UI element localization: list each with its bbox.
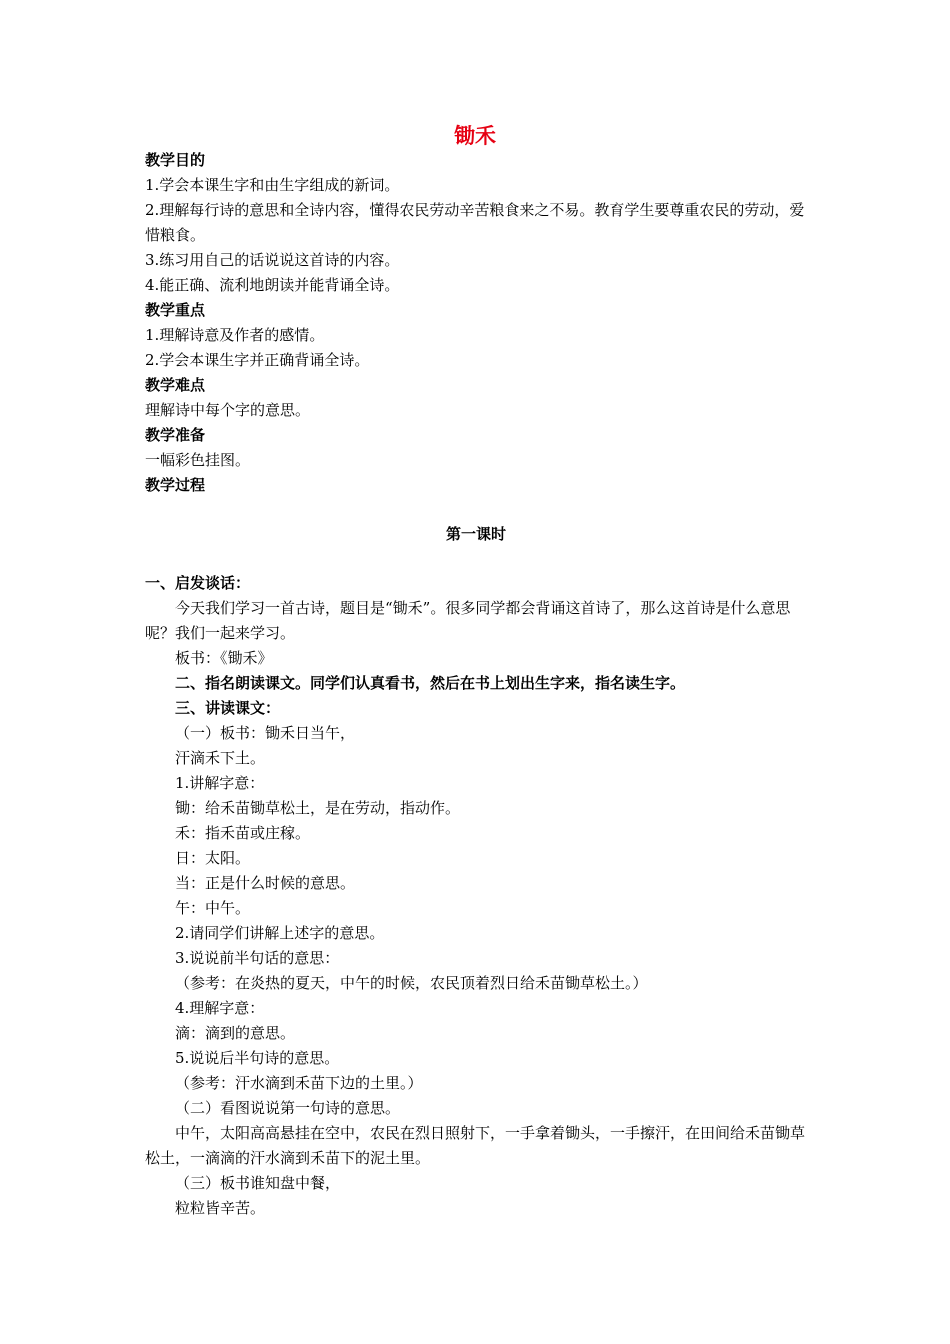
document-title: 锄禾 — [454, 124, 496, 148]
part1-paragraph: 今天我们学习一首古诗，题目是“锄禾”。很多同学都会背诵这首诗了，那么这首诗是什么意思呢？我们一起来学习。 — [145, 599, 791, 642]
process-heading: 教学过程 — [145, 476, 206, 494]
body-line: 日：太阳。 — [175, 849, 251, 867]
difficulty-text: 理解诗中每个字的意思。 — [145, 401, 311, 419]
difficulty-heading: 教学难点 — [145, 376, 206, 394]
body-line: （三）板书谁知盘中餐， — [175, 1174, 341, 1192]
body-line: （二）看图说说第一句诗的意思。 — [175, 1099, 401, 1117]
body-line: 5.说说后半句诗的意思。 — [175, 1049, 340, 1067]
part2-heading: 二、指名朗读课文。同学们认真看书，然后在书上划出生字来，指名读生字。 — [175, 674, 686, 692]
part1-heading: 一、启发谈话： — [145, 574, 251, 592]
body-line: （参考：在炎热的夏天，中午的时候，农民顶着烈日给禾苗锄草松土。） — [175, 974, 648, 992]
body-line: 当：正是什么时候的意思。 — [175, 874, 356, 892]
keypoint-item: 1.理解诗意及作者的感情。 — [145, 326, 325, 344]
prep-text: 一幅彩色挂图。 — [145, 451, 251, 469]
keypoints-heading: 教学重点 — [145, 301, 206, 319]
body-line: （参考：汗水滴到禾苗下边的土里。） — [175, 1074, 423, 1092]
document-body — [145, 148, 807, 1221]
body-line: 4.理解字意： — [175, 999, 265, 1017]
body-line: 粒粒皆辛苦。 — [175, 1199, 266, 1217]
keypoint-item: 2.学会本课生字并正确背诵全诗。 — [145, 351, 370, 369]
body-line: 2.请同学们讲解上述字的意思。 — [175, 924, 385, 942]
body-line: 3.说说前半句话的意思： — [175, 949, 340, 967]
body-line: 汗滴禾下土。 — [175, 749, 266, 767]
board-note: 板书：《锄禾》 — [175, 649, 273, 667]
picture-paragraph: 中午，太阳高高悬挂在空中，农民在烈日照射下，一手拿着锄头，一手擦汗，在田间给禾苗锄草松土，一滴滴的汗水滴到禾苗下的泥土里。 — [145, 1124, 806, 1167]
part3-heading: 三、讲读课文： — [175, 699, 281, 717]
body-line: 锄：给禾苗锄草松土，是在劳动，指动作。 — [175, 799, 461, 817]
body-line: 滴：滴到的意思。 — [175, 1024, 296, 1042]
goal-item: 2.理解每行诗的意思和全诗内容，懂得农民劳动辛苦粮食来之不易。教育学生要尊重农民的劳动，爱惜粮食。 — [145, 201, 805, 244]
body-line: （一）板书：锄禾日当午， — [175, 724, 356, 742]
lesson-title: 第一课时 — [445, 525, 506, 543]
prep-heading: 教学准备 — [145, 426, 206, 444]
goals-heading: 教学目的 — [145, 151, 206, 169]
body-line: 禾：指禾苗或庄稼。 — [175, 824, 311, 842]
body-line: 1.讲解字意： — [175, 774, 265, 792]
goal-item: 4.能正确、流利地朗读并能背诵全诗。 — [145, 276, 400, 294]
goal-item: 1.学会本课生字和由生字组成的新词。 — [145, 176, 400, 194]
body-line: 午：中午。 — [175, 899, 251, 917]
goal-item: 3.练习用自己的话说说这首诗的内容。 — [145, 251, 400, 269]
